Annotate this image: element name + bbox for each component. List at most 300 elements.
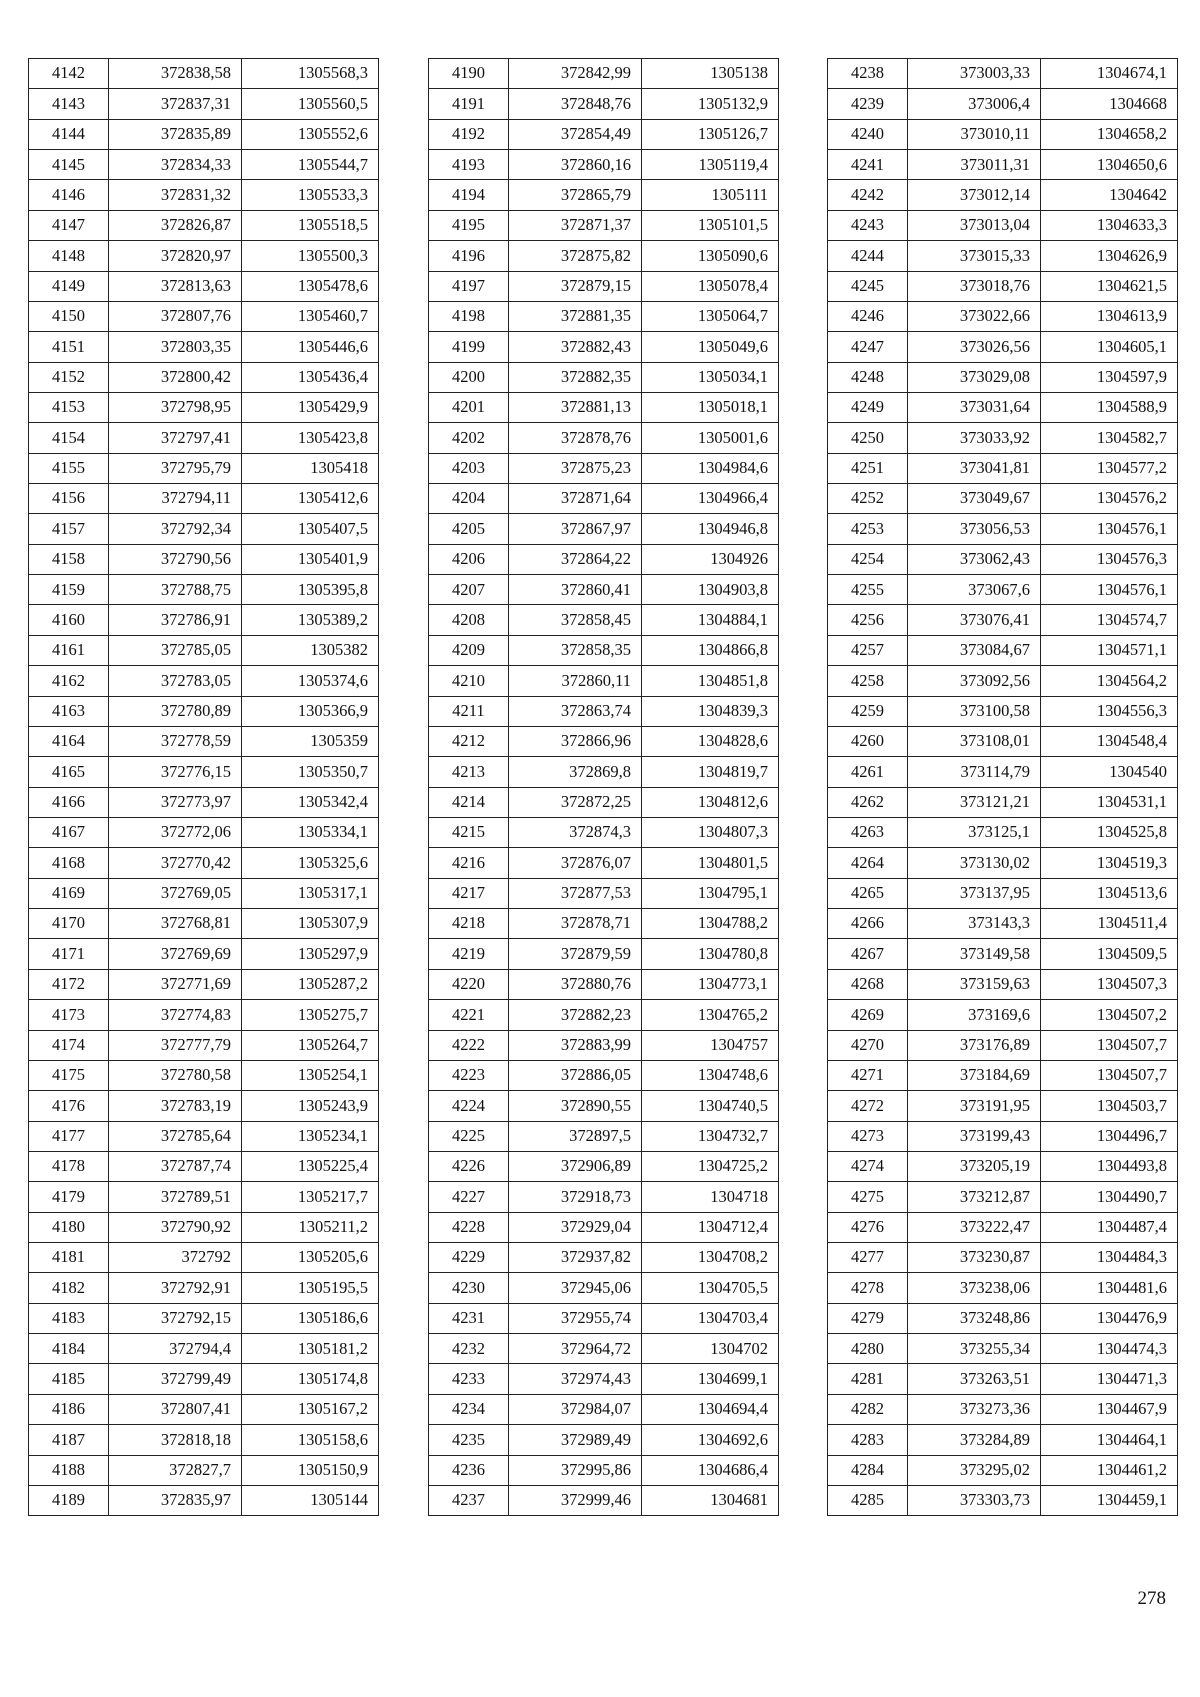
y-coordinate-cell: 1304926 [642,544,779,574]
x-coordinate-cell: 372835,97 [109,1485,242,1515]
y-coordinate-cell: 1304819,7 [642,757,779,787]
point-number-cell: 4176 [29,1091,109,1121]
y-coordinate-cell: 1305138 [642,59,779,89]
y-coordinate-cell: 1304556,3 [1041,696,1178,726]
y-coordinate-cell: 1304681 [642,1485,779,1515]
point-number-cell: 4274 [828,1151,908,1181]
table-row [29,423,379,453]
point-number-cell: 4265 [828,878,908,908]
point-number-cell: 4146 [29,180,109,210]
table-row [429,939,779,969]
table-row [429,787,779,817]
table-row [429,150,779,180]
x-coordinate-cell: 373067,6 [908,575,1041,605]
y-coordinate-cell: 1304699,1 [642,1364,779,1394]
x-coordinate-cell: 373100,58 [908,696,1041,726]
y-coordinate-cell: 1304531,1 [1041,787,1178,817]
point-number-cell: 4237 [429,1485,509,1515]
table-row [29,241,379,271]
point-number-cell: 4222 [429,1030,509,1060]
table-row [429,484,779,514]
x-coordinate-cell: 372865,79 [509,180,642,210]
table-row [29,848,379,878]
y-coordinate-cell: 1304476,9 [1041,1303,1178,1333]
point-number-cell: 4144 [29,119,109,149]
y-coordinate-cell: 1304642 [1041,180,1178,210]
x-coordinate-cell: 372780,89 [109,696,242,726]
table-row [828,332,1178,362]
point-number-cell: 4283 [828,1425,908,1455]
x-coordinate-cell: 372918,73 [509,1182,642,1212]
x-coordinate-cell: 373003,33 [908,59,1041,89]
x-coordinate-cell: 373222,47 [908,1212,1041,1242]
point-number-cell: 4212 [429,726,509,756]
y-coordinate-cell: 1304511,4 [1041,909,1178,939]
table-row [429,575,779,605]
x-coordinate-cell: 372780,58 [109,1060,242,1090]
point-number-cell: 4203 [429,453,509,483]
y-coordinate-cell: 1304574,7 [1041,605,1178,635]
y-coordinate-cell: 1304507,2 [1041,1000,1178,1030]
y-coordinate-cell: 1304718 [642,1182,779,1212]
table-row [29,726,379,756]
x-coordinate-cell: 372860,41 [509,575,642,605]
x-coordinate-cell: 372897,5 [509,1121,642,1151]
x-coordinate-cell: 373015,33 [908,241,1041,271]
point-number-cell: 4213 [429,757,509,787]
point-number-cell: 4252 [828,484,908,514]
y-coordinate-cell: 1305090,6 [642,241,779,271]
x-coordinate-cell: 373137,95 [908,878,1041,908]
table-row [29,1394,379,1424]
x-coordinate-cell: 372874,3 [509,817,642,847]
x-coordinate-cell: 373199,43 [908,1121,1041,1151]
x-coordinate-cell: 372869,8 [509,757,642,787]
x-coordinate-cell: 372995,86 [509,1455,642,1485]
table-row [429,1151,779,1181]
page-number: 278 [1137,1588,1166,1609]
x-coordinate-cell: 372794,11 [109,484,242,514]
y-coordinate-cell: 1305560,5 [242,89,379,119]
point-number-cell: 4284 [828,1455,908,1485]
point-number-cell: 4150 [29,301,109,331]
table-row [429,848,779,878]
y-coordinate-cell: 1304884,1 [642,605,779,635]
y-coordinate-cell: 1304702 [642,1334,779,1364]
x-coordinate-cell: 372795,79 [109,453,242,483]
point-number-cell: 4254 [828,544,908,574]
x-coordinate-cell: 372866,96 [509,726,642,756]
x-coordinate-cell: 372882,23 [509,1000,642,1030]
point-number-cell: 4210 [429,666,509,696]
point-number-cell: 4196 [429,241,509,271]
x-coordinate-cell: 372937,82 [509,1243,642,1273]
x-coordinate-cell: 372768,81 [109,909,242,939]
table-row [429,241,779,271]
y-coordinate-cell: 1304765,2 [642,1000,779,1030]
point-number-cell: 4258 [828,666,908,696]
table-row [828,241,1178,271]
x-coordinate-cell: 373284,89 [908,1425,1041,1455]
y-coordinate-cell: 1305150,9 [242,1455,379,1485]
point-number-cell: 4253 [828,514,908,544]
point-number-cell: 4255 [828,575,908,605]
table-row [29,271,379,301]
table-row [29,119,379,149]
y-coordinate-cell: 1305382 [242,635,379,665]
y-coordinate-cell: 1305132,9 [642,89,779,119]
y-coordinate-cell: 1304626,9 [1041,241,1178,271]
y-coordinate-cell: 1305325,6 [242,848,379,878]
point-number-cell: 4174 [29,1030,109,1060]
x-coordinate-cell: 372777,79 [109,1030,242,1060]
x-coordinate-cell: 372798,95 [109,392,242,422]
y-coordinate-cell: 1304540 [1041,757,1178,787]
x-coordinate-cell: 373295,02 [908,1455,1041,1485]
x-coordinate-cell: 373130,02 [908,848,1041,878]
x-coordinate-cell: 372774,83 [109,1000,242,1030]
point-number-cell: 4275 [828,1182,908,1212]
table-row [429,1455,779,1485]
point-number-cell: 4285 [828,1485,908,1515]
y-coordinate-cell: 1305101,5 [642,210,779,240]
x-coordinate-cell: 373205,19 [908,1151,1041,1181]
table-row [429,514,779,544]
table-row [429,666,779,696]
y-coordinate-cell: 1304773,1 [642,969,779,999]
x-coordinate-cell: 373011,31 [908,150,1041,180]
x-coordinate-cell: 372860,11 [509,666,642,696]
y-coordinate-cell: 1305407,5 [242,514,379,544]
point-number-cell: 4238 [828,59,908,89]
point-number-cell: 4266 [828,909,908,939]
x-coordinate-cell: 373273,36 [908,1394,1041,1424]
x-coordinate-cell: 372875,23 [509,453,642,483]
table-row [29,1091,379,1121]
point-number-cell: 4149 [29,271,109,301]
x-coordinate-cell: 372842,99 [509,59,642,89]
y-coordinate-cell: 1305317,1 [242,878,379,908]
table-row [828,817,1178,847]
x-coordinate-cell: 372783,19 [109,1091,242,1121]
y-coordinate-cell: 1305544,7 [242,150,379,180]
table-row [828,59,1178,89]
y-coordinate-cell: 1305342,4 [242,787,379,817]
point-number-cell: 4154 [29,423,109,453]
point-number-cell: 4249 [828,392,908,422]
table-row [29,787,379,817]
y-coordinate-cell: 1305234,1 [242,1121,379,1151]
table-row [429,1485,779,1515]
point-number-cell: 4267 [828,939,908,969]
table-row [429,119,779,149]
point-number-cell: 4148 [29,241,109,271]
table-row [429,696,779,726]
table-row [29,453,379,483]
point-number-cell: 4185 [29,1364,109,1394]
x-coordinate-cell: 372773,97 [109,787,242,817]
y-coordinate-cell: 1305211,2 [242,1212,379,1242]
x-coordinate-cell: 372834,33 [109,150,242,180]
x-coordinate-cell: 372964,72 [509,1334,642,1364]
table-row [828,1000,1178,1030]
y-coordinate-cell: 1304459,1 [1041,1485,1178,1515]
y-coordinate-cell: 1305374,6 [242,666,379,696]
point-number-cell: 4232 [429,1334,509,1364]
y-coordinate-cell: 1305500,3 [242,241,379,271]
table-row [429,1030,779,1060]
x-coordinate-cell: 372778,59 [109,726,242,756]
table-row [828,1425,1178,1455]
table-row [828,1334,1178,1364]
x-coordinate-cell: 373056,53 [908,514,1041,544]
point-number-cell: 4202 [429,423,509,453]
point-number-cell: 4281 [828,1364,908,1394]
x-coordinate-cell: 372875,82 [509,241,642,271]
x-coordinate-cell: 372871,37 [509,210,642,240]
y-coordinate-cell: 1304461,2 [1041,1455,1178,1485]
point-number-cell: 4226 [429,1151,509,1181]
point-number-cell: 4182 [29,1273,109,1303]
y-coordinate-cell: 1304597,9 [1041,362,1178,392]
y-coordinate-cell: 1304748,6 [642,1060,779,1090]
point-number-cell: 4142 [29,59,109,89]
table-row [429,1394,779,1424]
table-row [29,514,379,544]
y-coordinate-cell: 1305307,9 [242,909,379,939]
y-coordinate-cell: 1304576,2 [1041,484,1178,514]
point-number-cell: 4197 [429,271,509,301]
y-coordinate-cell: 1304866,8 [642,635,779,665]
point-number-cell: 4177 [29,1121,109,1151]
y-coordinate-cell: 1305568,3 [242,59,379,89]
y-coordinate-cell: 1305225,4 [242,1151,379,1181]
table-row [828,544,1178,574]
y-coordinate-cell: 1305126,7 [642,119,779,149]
y-coordinate-cell: 1305423,8 [242,423,379,453]
y-coordinate-cell: 1304788,2 [642,909,779,939]
y-coordinate-cell: 1304658,2 [1041,119,1178,149]
y-coordinate-cell: 1304705,5 [642,1273,779,1303]
table-row [828,696,1178,726]
y-coordinate-cell: 1304686,4 [642,1455,779,1485]
x-coordinate-cell: 372989,49 [509,1425,642,1455]
point-number-cell: 4242 [828,180,908,210]
table-row [29,1425,379,1455]
table-row [828,939,1178,969]
y-coordinate-cell: 1305205,6 [242,1243,379,1273]
point-number-cell: 4169 [29,878,109,908]
y-coordinate-cell: 1305158,6 [242,1425,379,1455]
table-row [828,484,1178,514]
table-row [828,271,1178,301]
x-coordinate-cell: 372945,06 [509,1273,642,1303]
x-coordinate-cell: 372785,64 [109,1121,242,1151]
y-coordinate-cell: 1305119,4 [642,150,779,180]
table-row [828,909,1178,939]
x-coordinate-cell: 372790,56 [109,544,242,574]
x-coordinate-cell: 372880,76 [509,969,642,999]
y-coordinate-cell: 1305460,7 [242,301,379,331]
table-row [429,969,779,999]
x-coordinate-cell: 372881,13 [509,392,642,422]
point-number-cell: 4268 [828,969,908,999]
x-coordinate-cell: 372854,49 [509,119,642,149]
table-row [29,605,379,635]
point-number-cell: 4172 [29,969,109,999]
point-number-cell: 4207 [429,575,509,605]
y-coordinate-cell: 1304481,6 [1041,1273,1178,1303]
table-row [429,1243,779,1273]
point-number-cell: 4206 [429,544,509,574]
point-number-cell: 4235 [429,1425,509,1455]
y-coordinate-cell: 1305389,2 [242,605,379,635]
x-coordinate-cell: 372797,41 [109,423,242,453]
table-row [29,1182,379,1212]
point-number-cell: 4181 [29,1243,109,1273]
table-row [429,1212,779,1242]
x-coordinate-cell: 372831,32 [109,180,242,210]
point-number-cell: 4260 [828,726,908,756]
table-row [828,1273,1178,1303]
x-coordinate-cell: 372863,74 [509,696,642,726]
x-coordinate-cell: 372772,06 [109,817,242,847]
x-coordinate-cell: 372848,76 [509,89,642,119]
table-row [828,1303,1178,1333]
x-coordinate-cell: 372876,07 [509,848,642,878]
point-number-cell: 4233 [429,1364,509,1394]
point-number-cell: 4163 [29,696,109,726]
y-coordinate-cell: 1304471,3 [1041,1364,1178,1394]
y-coordinate-cell: 1305436,4 [242,362,379,392]
y-coordinate-cell: 1304903,8 [642,575,779,605]
x-coordinate-cell: 372882,35 [509,362,642,392]
table-row [828,757,1178,787]
table-row [429,271,779,301]
table-row [828,362,1178,392]
x-coordinate-cell: 372955,74 [509,1303,642,1333]
point-number-cell: 4276 [828,1212,908,1242]
point-number-cell: 4159 [29,575,109,605]
y-coordinate-cell: 1305395,8 [242,575,379,605]
point-number-cell: 4269 [828,1000,908,1030]
table-row [429,1364,779,1394]
x-coordinate-cell: 373191,95 [908,1091,1041,1121]
x-coordinate-cell: 372858,45 [509,605,642,635]
point-number-cell: 4147 [29,210,109,240]
point-number-cell: 4175 [29,1060,109,1090]
y-coordinate-cell: 1304577,2 [1041,453,1178,483]
x-coordinate-cell: 373121,21 [908,787,1041,817]
y-coordinate-cell: 1304757 [642,1030,779,1060]
y-coordinate-cell: 1304984,6 [642,453,779,483]
table-row [29,1151,379,1181]
table-row [828,1243,1178,1273]
point-number-cell: 4245 [828,271,908,301]
table-row [828,392,1178,422]
point-number-cell: 4263 [828,817,908,847]
y-coordinate-cell: 1304828,6 [642,726,779,756]
y-coordinate-cell: 1304605,1 [1041,332,1178,362]
x-coordinate-cell: 372878,76 [509,423,642,453]
table-row [828,635,1178,665]
point-number-cell: 4262 [828,787,908,817]
point-number-cell: 4155 [29,453,109,483]
table-row [429,1091,779,1121]
point-number-cell: 4187 [29,1425,109,1455]
coordinate-table-2 [428,58,779,1516]
coordinate-table-3 [827,58,1178,1516]
point-number-cell: 4236 [429,1455,509,1485]
point-number-cell: 4225 [429,1121,509,1151]
table-row [29,1303,379,1333]
point-number-cell: 4167 [29,817,109,847]
point-number-cell: 4224 [429,1091,509,1121]
table-row [828,878,1178,908]
x-coordinate-cell: 372785,05 [109,635,242,665]
table-row [29,635,379,665]
table-row [429,726,779,756]
x-coordinate-cell: 372827,7 [109,1455,242,1485]
point-number-cell: 4194 [429,180,509,210]
point-number-cell: 4277 [828,1243,908,1273]
point-number-cell: 4220 [429,969,509,999]
point-number-cell: 4165 [29,757,109,787]
x-coordinate-cell: 373092,56 [908,666,1041,696]
x-coordinate-cell: 372860,16 [509,150,642,180]
y-coordinate-cell: 1304703,4 [642,1303,779,1333]
x-coordinate-cell: 372813,63 [109,271,242,301]
table-row [828,119,1178,149]
table-row [29,362,379,392]
x-coordinate-cell: 372999,46 [509,1485,642,1515]
x-coordinate-cell: 373125,1 [908,817,1041,847]
point-number-cell: 4173 [29,1000,109,1030]
y-coordinate-cell: 1304507,7 [1041,1060,1178,1090]
point-number-cell: 4278 [828,1273,908,1303]
x-coordinate-cell: 373041,81 [908,453,1041,483]
x-coordinate-cell: 372771,69 [109,969,242,999]
y-coordinate-cell: 1305144 [242,1485,379,1515]
point-number-cell: 4261 [828,757,908,787]
point-number-cell: 4193 [429,150,509,180]
table-row [29,696,379,726]
y-coordinate-cell: 1305111 [642,180,779,210]
table-row [29,392,379,422]
point-number-cell: 4229 [429,1243,509,1273]
y-coordinate-cell: 1304487,4 [1041,1212,1178,1242]
table-row [429,392,779,422]
table-row [29,1121,379,1151]
x-coordinate-cell: 372864,22 [509,544,642,574]
point-number-cell: 4280 [828,1334,908,1364]
x-coordinate-cell: 373010,11 [908,119,1041,149]
x-coordinate-cell: 372794,4 [109,1334,242,1364]
y-coordinate-cell: 1305446,6 [242,332,379,362]
point-number-cell: 4151 [29,332,109,362]
x-coordinate-cell: 372792 [109,1243,242,1273]
point-number-cell: 4223 [429,1060,509,1090]
table-row [828,1394,1178,1424]
x-coordinate-cell: 372776,15 [109,757,242,787]
y-coordinate-cell: 1304464,1 [1041,1425,1178,1455]
y-coordinate-cell: 1304668 [1041,89,1178,119]
table-row [828,1121,1178,1151]
y-coordinate-cell: 1305217,7 [242,1182,379,1212]
point-number-cell: 4188 [29,1455,109,1485]
table-row [828,1364,1178,1394]
y-coordinate-cell: 1305297,9 [242,939,379,969]
